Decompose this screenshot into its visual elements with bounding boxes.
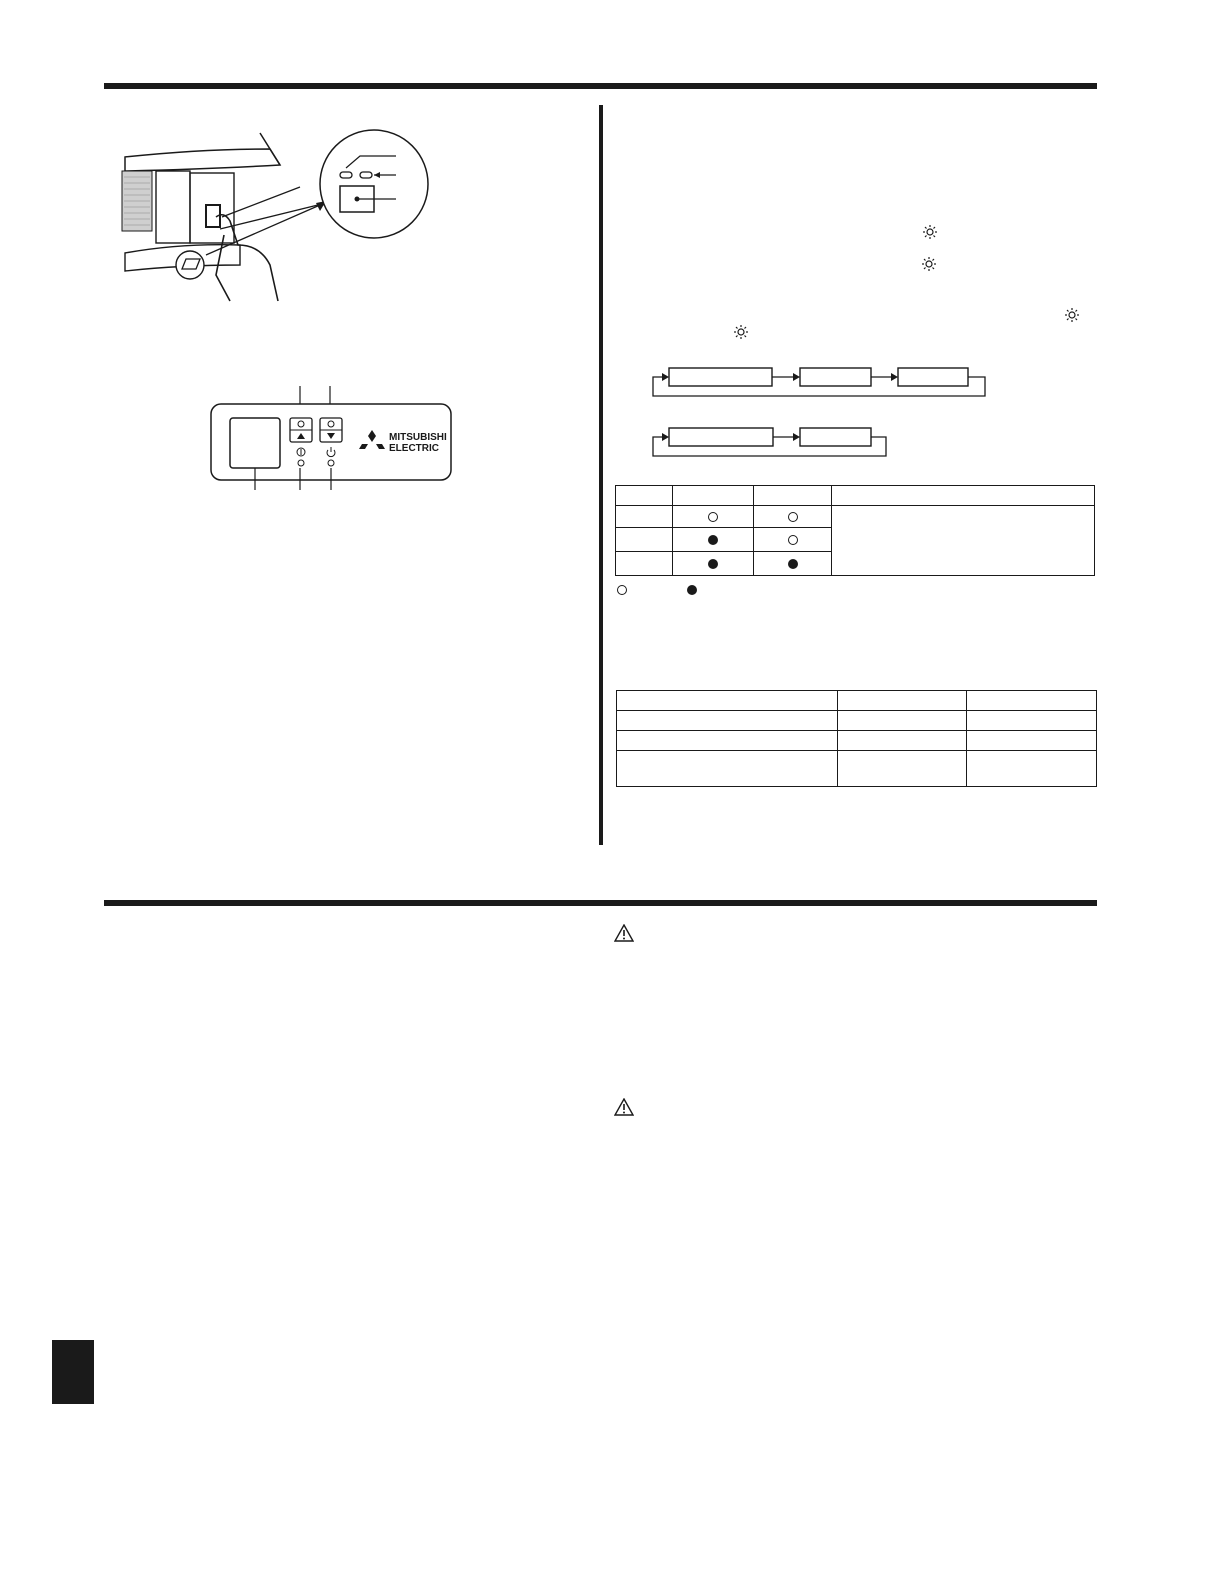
led-off-symbol [788,512,798,522]
table-row [616,486,1095,506]
sun-icon [922,224,938,240]
brand-name-line1: MITSUBISHI [389,432,447,443]
table-row [617,751,1097,787]
led-off-symbol [788,535,798,545]
flow-diagram-cycle-2 [648,422,893,462]
column-divider [599,105,603,845]
magnified-control-callout [318,128,430,240]
control-panel-diagram [210,384,458,494]
table-row [617,691,1097,711]
led-on-symbol [708,535,718,545]
warning-triangle-icon [614,924,634,942]
brand-name-line2: ELECTRIC [389,443,439,454]
flow-diagram-cycle-3 [648,362,993,402]
table-row [617,711,1097,731]
bottom-section-rule [104,900,1097,906]
warning-triangle-icon [614,1098,634,1116]
status-indicator-table [615,485,1095,576]
language-edge-tab [52,1340,94,1404]
legend-on-symbol [687,585,697,595]
sun-icon [921,256,937,272]
legend-off-symbol [617,585,627,595]
table-row [616,506,1095,528]
sun-icon [1064,307,1080,323]
led-on-symbol [708,559,718,569]
led-on-symbol [788,559,798,569]
top-section-rule [104,83,1097,89]
sun-icon [733,324,749,340]
led-off-symbol [708,512,718,522]
spec-table [616,690,1097,787]
table-row [617,731,1097,751]
